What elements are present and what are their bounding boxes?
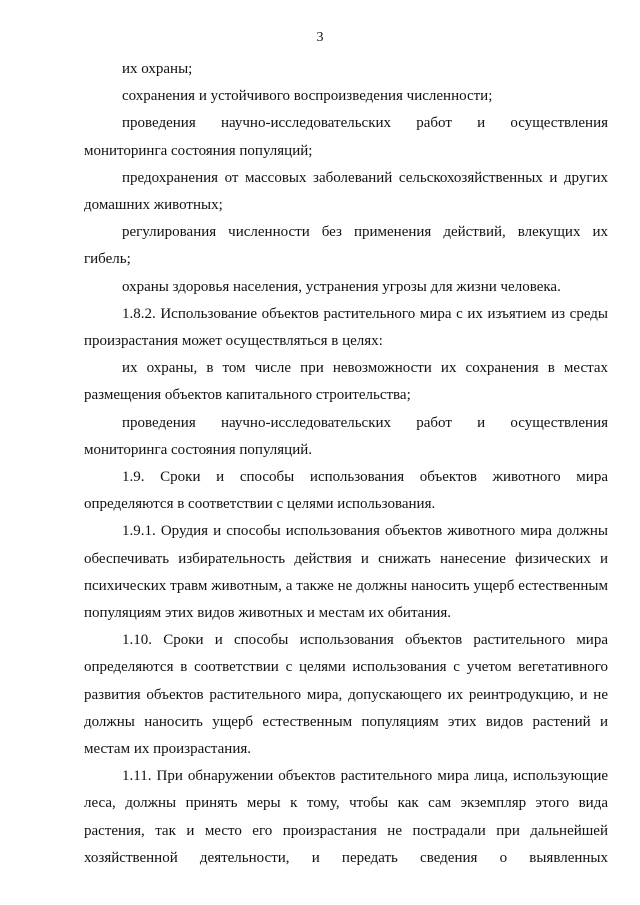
paragraph-1-10: 1.10. Сроки и способы использования объектов растительного мира определяются в соответствии с целями использования с учетом вегетативного развития объектов растительного мира, допускающего их реинтродукцию, и не должны наносить ущерб естественным популяциям этих видов растений и местам их произрастания. bbox=[84, 632, 608, 758]
paragraph-research-plants: проведения научно-исследовательских работ и осуществления мониторинга состояния популяций. bbox=[84, 414, 608, 458]
paragraph-1-8-2: 1.8.2. Использование объектов растительного мира с их изъятием из среды произрастания может осуществляться в целях: bbox=[84, 305, 608, 350]
paragraph-preservation: сохранения и устойчивого воспроизведения численности; bbox=[122, 88, 493, 105]
page-number: 3 bbox=[316, 30, 324, 45]
paragraph-1-11: 1.11. При обнаружении объектов растительного мира лица, использующие леса, должны принять меры к тому, чтобы как сам экземпляр этого вида растения, так и место его произрастания не пострадали при дальнейшей хозяйственной деятельности, и передать сведения о выявленных bbox=[84, 768, 608, 866]
paragraph-1-9-1: 1.9.1. Орудия и способы использования объектов животного мира должны обеспечивать избирательность действия и снижать нанесение физических и психических травм животным, а также не должны наносить ущерб естественным популяциям этих видов животных и местам их обитания. bbox=[84, 523, 608, 622]
document-body bbox=[84, 56, 608, 872]
paragraph-plant-protection: их охраны, в том числе при невозможности их сохранения в местах размещения объектов капитального строительства; bbox=[84, 360, 608, 404]
paragraph-1-9: 1.9. Сроки и способы использования объектов животного мира определяются в соответствии с целями использования. bbox=[84, 469, 608, 513]
paragraph-population-regulation: регулирования численности без применения действий, влекущих их гибель; bbox=[84, 224, 608, 268]
paragraph-public-health: охраны здоровья населения, устранения угрозы для жизни человека. bbox=[122, 278, 561, 295]
paragraph-disease-prevention: предохранения от массовых заболеваний сельскохозяйственных и других домашних животных; bbox=[84, 169, 608, 214]
paragraph-research-animals: проведения научно-исследовательских работ и осуществления мониторинга состояния популяций; bbox=[84, 115, 608, 159]
paragraph-protection: их охраны; bbox=[122, 61, 193, 77]
